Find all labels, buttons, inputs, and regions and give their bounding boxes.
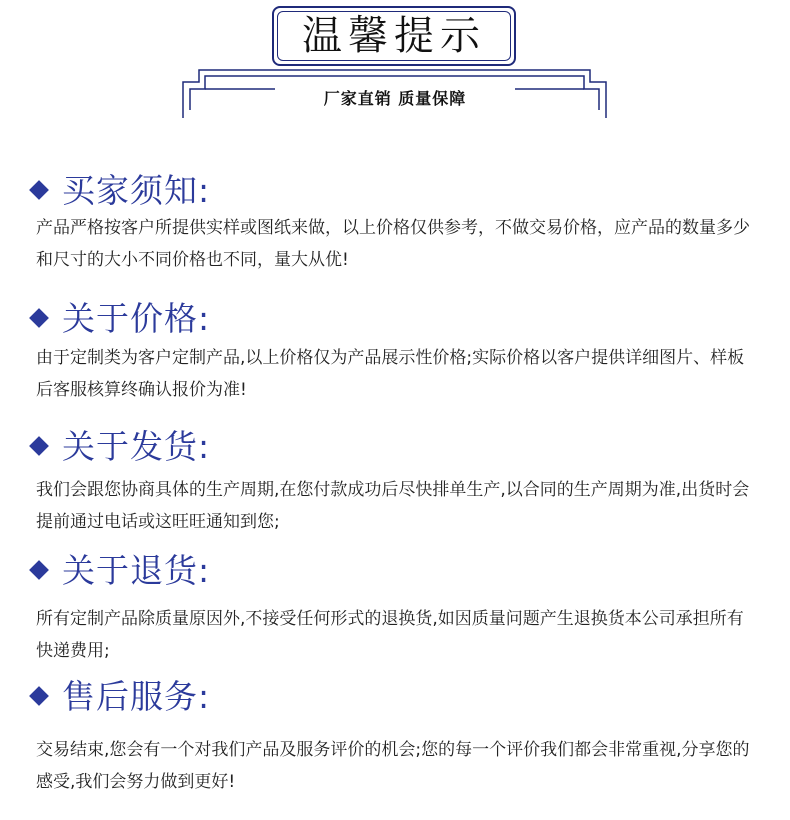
title-frame	[272, 6, 516, 66]
section-heading-after-sales	[28, 674, 210, 718]
section-title: 关于发货:	[62, 426, 211, 466]
section-body: 所有定制产品除质量原因外,不接受任何形式的退换货,如因质量问题产生退换货本公司承担所有快递费用;	[36, 609, 744, 661]
diamond-bullet-icon	[29, 436, 49, 456]
diamond-bullet-icon	[29, 686, 49, 706]
section-body: 我们会跟您协商具体的生产周期,在您付款成功后尽快排单生产,以合同的生产周期为准,出货时会提前通过电话或这旺旺通知到您;	[36, 480, 750, 532]
section-body: 交易结束,您会有一个对我们产品及服务评价的机会;您的每一个评价我们都会非常重视,分享您的感受,我们会努力做到更好!	[36, 740, 750, 792]
diamond-bullet-icon	[29, 180, 49, 200]
section-title: 关于退货:	[62, 550, 211, 590]
section-heading-returns	[28, 548, 210, 592]
section-title: 关于价格:	[62, 298, 211, 338]
section-title: 买家须知:	[62, 170, 211, 210]
section-title: 售后服务:	[62, 676, 211, 716]
page-title: 温馨提示	[302, 13, 486, 59]
section-heading-buyer-notice	[28, 168, 210, 212]
section-body: 由于定制类为客户定制产品,以上价格仅为产品展示性价格;实际价格以客户提供详细图片、样板后客服核算终确认报价为准!	[36, 348, 745, 400]
section-heading-pricing	[28, 296, 210, 340]
section-body: 产品严格按客户所提供实样或图纸来做，以上价格仅供参考，不做交易价格，应产品的数量多少和尺寸的大小不同价格也不同，量大从优!	[36, 218, 750, 270]
diamond-bullet-icon	[29, 308, 49, 328]
diamond-bullet-icon	[29, 560, 49, 580]
page-subtitle: 厂家直销 质量保障	[323, 89, 467, 108]
section-heading-shipping	[28, 424, 210, 468]
